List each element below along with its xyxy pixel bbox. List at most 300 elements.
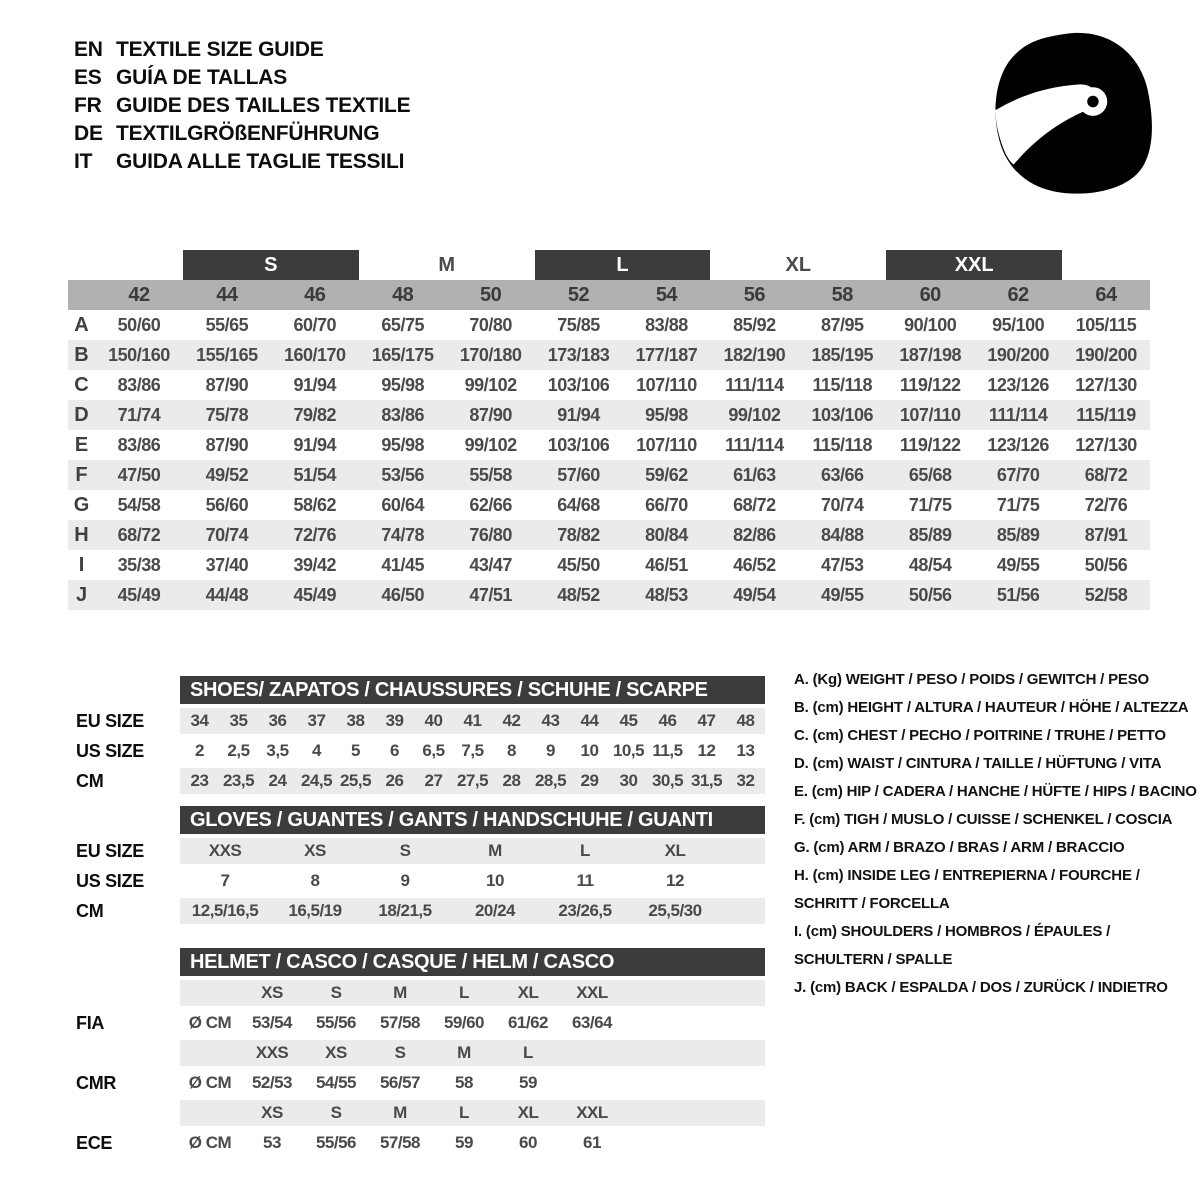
- measurement-cell: 71/75: [908, 494, 952, 515]
- measurement-cell: 105/115: [1075, 314, 1137, 335]
- measurement-cell: 99/102: [464, 434, 517, 455]
- row-label: EU SIZE: [76, 710, 144, 731]
- size-cell: S: [330, 1103, 342, 1122]
- size-cell: XL: [517, 1103, 539, 1122]
- measurement-cell: 127/130: [1075, 434, 1137, 455]
- size-number-cell: 42: [128, 283, 150, 306]
- measurement-cell: 155/165: [196, 344, 258, 365]
- language-row: [74, 120, 410, 148]
- measurement-cell: 45/49: [117, 584, 161, 605]
- measurement-cell: 123/126: [987, 434, 1049, 455]
- measurement-cell: 66/70: [645, 494, 688, 515]
- gloves-section-header: GLOVES / GUANTES / GANTS / HANDSCHUHE / GUANTI: [180, 806, 765, 834]
- helmet-rows: [68, 980, 788, 1156]
- measurement-cell: 85/92: [733, 314, 776, 335]
- measurement-cell: 115/118: [812, 434, 873, 455]
- measurement-cell: 95/98: [381, 434, 424, 455]
- row-letter: B: [74, 343, 89, 366]
- language-code: ES: [74, 66, 102, 89]
- value-cell: 47: [697, 711, 716, 730]
- measurement-cell: 52/58: [1084, 584, 1128, 605]
- measurement-cell: 39/42: [293, 554, 337, 575]
- size-number-cell: 44: [216, 283, 238, 306]
- value-cell: 24: [268, 771, 287, 790]
- language-label: TEXTILGRÖßENFÜHRUNG: [116, 122, 380, 145]
- size-number-cell: 56: [743, 283, 765, 306]
- legend-line: I. (cm) SHOULDERS / HOMBROS / ÉPAULES /: [794, 923, 1111, 940]
- value-cell: 48: [736, 711, 755, 730]
- size-number-cell: 58: [831, 283, 853, 306]
- legend-line: SCHRITT / FORCELLA: [794, 895, 950, 912]
- measurement-cell: 87/90: [205, 374, 249, 395]
- row-values: [180, 1010, 765, 1036]
- row-letter: C: [74, 373, 89, 396]
- measurement-cell: 87/90: [469, 404, 512, 425]
- size-number-cell: 46: [304, 283, 326, 306]
- value-cell: 39: [385, 711, 404, 730]
- measurement-cell: 71/75: [996, 494, 1040, 515]
- size-cell: L: [459, 1103, 469, 1122]
- value-cell: 28: [502, 771, 521, 790]
- measurement-cell: 45/49: [293, 584, 337, 605]
- measurement-cell: 44/48: [205, 584, 249, 605]
- size-cell: XXL: [576, 1103, 608, 1122]
- value-cell: 34: [190, 711, 209, 730]
- measurement-cell: 59/62: [645, 464, 688, 485]
- measurement-cell: 49/54: [733, 584, 776, 605]
- value-cell: 55/56: [315, 1133, 357, 1152]
- value-cell: 2: [195, 741, 204, 760]
- row-values: [180, 838, 765, 864]
- value-cell: 35: [229, 711, 248, 730]
- size-number-cell: 64: [1095, 283, 1117, 306]
- measurement-cell: 43/47: [469, 554, 512, 575]
- helmet-value-row: [68, 1010, 788, 1036]
- value-cell: 59: [519, 1073, 537, 1092]
- size-row: [68, 838, 788, 864]
- measurement-cell: 103/106: [811, 404, 874, 425]
- value-cell: 3,5: [266, 741, 289, 760]
- value-cell: 23/26,5: [558, 901, 612, 920]
- measurement-cell: 55/65: [205, 314, 249, 335]
- measurement-cell: 119/122: [899, 434, 961, 455]
- measurement-cell: 56/60: [205, 494, 249, 515]
- gloves-section: [68, 806, 788, 924]
- value-cell: 38: [346, 711, 365, 730]
- measurement-cell: 95/98: [645, 404, 688, 425]
- value-cell: 12: [666, 871, 684, 890]
- value-cell: 26: [385, 771, 404, 790]
- measurement-row: [68, 460, 1150, 490]
- measurement-cell: 57/60: [557, 464, 600, 485]
- measurement-cell: 48/53: [645, 584, 688, 605]
- value-cell: 36: [268, 711, 287, 730]
- measurement-cell: 68/72: [1084, 464, 1128, 485]
- measurement-cell: 170/180: [459, 344, 522, 365]
- value-cell: 23: [190, 771, 209, 790]
- value-cell: 18/21,5: [378, 901, 432, 920]
- measurement-cell: 47/50: [117, 464, 161, 485]
- legend: [794, 666, 1197, 1002]
- measurement-cell: 61/63: [733, 464, 776, 485]
- measurement-cell: 190/200: [987, 344, 1049, 365]
- value-cell: L: [580, 841, 590, 860]
- row-values: [180, 980, 765, 1006]
- legend-line: SCHULTERN / SPALLE: [794, 951, 953, 968]
- language-label: GUIDE DES TAILLES TEXTILE: [116, 94, 411, 117]
- legend-line: J. (cm) BACK / ESPALDA / DOS / ZURÜCK / INDIETRO: [794, 979, 1168, 996]
- value-cell: 28,5: [534, 771, 567, 790]
- value-cell: 9: [400, 871, 410, 890]
- value-cell: 10,5: [612, 741, 645, 760]
- language-code: FR: [74, 94, 102, 117]
- measurement-cell: 95/98: [381, 374, 424, 395]
- legend-line: D. (cm) WAIST / CINTURA / TAILLE / HÜFTUNG / VITA: [794, 755, 1162, 772]
- size-table-body: [68, 310, 1150, 610]
- measurement-cell: 71/74: [117, 404, 161, 425]
- size-cell: XS: [325, 1043, 347, 1062]
- measurement-cell: 111/114: [988, 404, 1048, 425]
- size-row: [68, 738, 788, 764]
- size-cell: XXS: [255, 1043, 289, 1062]
- size-number-cell: 54: [655, 283, 678, 306]
- row-label: US SIZE: [76, 870, 144, 891]
- value-cell: M: [488, 841, 502, 860]
- size-number-cell: 52: [567, 283, 590, 306]
- value-cell: 63/64: [571, 1013, 613, 1032]
- size-cell: S: [330, 983, 342, 1002]
- value-cell: 46: [658, 711, 677, 730]
- value-cell: 5: [351, 741, 360, 760]
- measurement-cell: 63/66: [821, 464, 864, 485]
- legend-line: B. (cm) HEIGHT / ALTURA / HAUTEUR / HÖHE / ALTEZZA: [794, 699, 1189, 716]
- measurement-cell: 103/106: [547, 434, 610, 455]
- measurement-cell: 68/72: [733, 494, 776, 515]
- value-cell: 7: [220, 871, 230, 890]
- helmet-size-row: [68, 1040, 788, 1066]
- language-label: GUIDA ALLE TAGLIE TESSILI: [116, 150, 405, 173]
- row-letter: D: [74, 403, 89, 426]
- measurement-cell: 37/40: [205, 554, 249, 575]
- measurement-cell: 165/175: [371, 344, 434, 365]
- size-cell: XS: [261, 1103, 283, 1122]
- size-row: [68, 768, 788, 794]
- measurement-cell: 60/64: [381, 494, 424, 515]
- measurement-cell: 54/58: [117, 494, 161, 515]
- value-cell: 54/55: [315, 1073, 357, 1092]
- measurement-cell: 47/53: [821, 554, 864, 575]
- legend-line: F. (cm) TIGH / MUSLO / CUISSE / SCHENKEL / COSCIA: [794, 811, 1173, 828]
- row-letter: J: [75, 583, 88, 606]
- measurement-cell: 82/86: [733, 524, 776, 545]
- row-values: [180, 708, 765, 734]
- measurement-cell: 49/55: [821, 584, 864, 605]
- measurement-cell: 190/200: [1075, 344, 1137, 365]
- shoes-section-header: SHOES/ ZAPATOS / CHAUSSURES / SCHUHE / SCARPE: [180, 676, 765, 704]
- measurement-cell: 55/58: [469, 464, 512, 485]
- size-group-box: XXL: [886, 250, 1062, 280]
- measurement-cell: 107/110: [899, 404, 961, 425]
- measurement-row: [68, 430, 1150, 460]
- measurement-cell: 182/190: [723, 344, 786, 365]
- measurement-cell: 119/122: [899, 374, 961, 395]
- value-cell: 31,5: [690, 771, 723, 790]
- size-number-row: [68, 280, 1150, 310]
- measurement-cell: 111/114: [725, 374, 784, 395]
- measurement-cell: 35/38: [117, 554, 161, 575]
- apparel-size-table: [68, 250, 1150, 610]
- row-label: EU SIZE: [76, 840, 144, 861]
- size-cell: M: [393, 983, 407, 1002]
- value-cell: 57/58: [379, 1013, 421, 1032]
- measurement-row: [68, 580, 1150, 610]
- language-row: [74, 92, 410, 120]
- measurement-cell: 67/70: [996, 464, 1040, 485]
- measurement-cell: 46/50: [381, 584, 424, 605]
- measurement-cell: 46/51: [645, 554, 688, 575]
- shoes-rows: [68, 708, 788, 794]
- value-cell: 41: [463, 711, 482, 730]
- value-cell: 57/58: [379, 1133, 421, 1152]
- row-values: [180, 768, 765, 794]
- row-label: [68, 1100, 180, 1126]
- size-group-box: S: [183, 250, 359, 280]
- language-code: EN: [74, 38, 103, 61]
- size-cell: M: [393, 1103, 407, 1122]
- value-cell: 32: [736, 771, 755, 790]
- measurement-cell: 87/91: [1084, 524, 1128, 545]
- helmet-section: [68, 948, 788, 1156]
- measurement-cell: 75/78: [205, 404, 249, 425]
- value-cell: 11,5: [652, 741, 683, 760]
- measurement-cell: 91/94: [293, 434, 337, 455]
- size-group-row: [68, 250, 1150, 280]
- value-cell: 7,5: [461, 741, 484, 760]
- value-cell: 2,5: [227, 741, 250, 760]
- row-values: [180, 868, 765, 894]
- size-cell: L: [459, 983, 469, 1002]
- measurement-cell: 70/80: [469, 314, 512, 335]
- row-letter: G: [73, 493, 90, 516]
- unit-cell: Ø CM: [188, 1013, 232, 1032]
- language-code: IT: [74, 150, 93, 173]
- value-cell: XXS: [208, 841, 242, 860]
- measurement-cell: 46/52: [733, 554, 776, 575]
- measurement-cell: 78/82: [557, 524, 600, 545]
- size-cell: L: [523, 1043, 533, 1062]
- row-label: [68, 1040, 180, 1066]
- legend-line: C. (cm) CHEST / PECHO / POITRINE / TRUHE / PETTO: [794, 727, 1166, 744]
- value-cell: 25,5/30: [648, 901, 702, 920]
- measurement-cell: 123/126: [987, 374, 1049, 395]
- value-cell: 61: [583, 1133, 601, 1152]
- row-letter: E: [74, 433, 89, 456]
- row-letter: F: [75, 463, 88, 486]
- value-cell: XL: [664, 841, 686, 860]
- measurement-cell: 83/88: [645, 314, 688, 335]
- measurement-row: [68, 340, 1150, 370]
- row-label: ECE: [76, 1132, 113, 1153]
- row-values: [180, 1130, 765, 1156]
- value-cell: 6,5: [422, 741, 445, 760]
- measurement-row: [68, 490, 1150, 520]
- size-number-cell: 60: [919, 283, 941, 306]
- value-cell: 8: [507, 741, 516, 760]
- size-group-label: M: [438, 253, 455, 276]
- measurement-cell: 58/62: [293, 494, 337, 515]
- value-cell: 37: [307, 711, 326, 730]
- measurement-cell: 111/114: [725, 434, 784, 455]
- value-cell: 27,5: [456, 771, 489, 790]
- value-cell: 53: [263, 1133, 281, 1152]
- size-cell: S: [394, 1043, 406, 1062]
- measurement-cell: 150/160: [108, 344, 170, 365]
- measurement-cell: 75/85: [557, 314, 600, 335]
- measurement-cell: 79/82: [293, 404, 337, 425]
- value-cell: 9: [546, 741, 555, 760]
- value-cell: 8: [310, 871, 320, 890]
- value-cell: 4: [312, 741, 321, 760]
- measurement-cell: 49/52: [205, 464, 249, 485]
- value-cell: 6: [390, 741, 399, 760]
- language-row: [74, 36, 410, 64]
- value-cell: 10: [486, 871, 504, 890]
- helmet-section-header: HELMET / CASCO / CASQUE / HELM / CASCO: [180, 948, 765, 976]
- row-label: CMR: [76, 1072, 117, 1093]
- measurement-cell: 72/76: [293, 524, 337, 545]
- language-label: TEXTILE SIZE GUIDE: [116, 38, 324, 61]
- measurement-cell: 187/198: [899, 344, 961, 365]
- measurement-cell: 51/56: [996, 584, 1040, 605]
- language-code: DE: [74, 122, 103, 145]
- row-values: [180, 1070, 765, 1096]
- measurement-cell: 87/95: [821, 314, 864, 335]
- measurement-cell: 48/54: [908, 554, 952, 575]
- measurement-cell: 87/90: [205, 434, 249, 455]
- size-row: [68, 868, 788, 894]
- value-cell: 13: [736, 741, 755, 760]
- value-cell: 30: [619, 771, 638, 790]
- shoes-section: [68, 676, 788, 794]
- measurement-cell: 90/100: [904, 314, 957, 335]
- language-label: GUÍA DE TALLAS: [116, 66, 288, 89]
- unit-cell: Ø CM: [188, 1073, 232, 1092]
- value-cell: 59: [455, 1133, 473, 1152]
- row-values: [180, 1040, 765, 1066]
- value-cell: 12,5/16,5: [191, 901, 259, 920]
- value-cell: 56/57: [379, 1073, 421, 1092]
- size-number-cell: 48: [392, 283, 414, 306]
- row-letter: H: [74, 523, 89, 546]
- measurement-cell: 103/106: [547, 374, 610, 395]
- value-cell: XS: [304, 841, 326, 860]
- value-cell: 10: [580, 741, 599, 760]
- measurement-cell: 50/60: [117, 314, 161, 335]
- measurement-cell: 49/55: [996, 554, 1040, 575]
- language-row: [74, 148, 410, 176]
- value-cell: 29: [580, 771, 599, 790]
- measurement-cell: 173/183: [547, 344, 610, 365]
- value-cell: 42: [502, 711, 521, 730]
- measurement-row: [68, 550, 1150, 580]
- size-group-label: XL: [785, 253, 812, 276]
- measurement-cell: 64/68: [557, 494, 600, 515]
- gloves-rows: [68, 838, 788, 924]
- value-cell: 43: [541, 711, 560, 730]
- measurement-row: [68, 310, 1150, 340]
- size-group-box: L: [535, 250, 711, 280]
- value-cell: 12: [697, 741, 716, 760]
- measurement-row: [68, 370, 1150, 400]
- measurement-cell: 70/74: [821, 494, 864, 515]
- value-cell: 40: [424, 711, 443, 730]
- value-cell: 25,5: [339, 771, 372, 790]
- value-cell: 52/53: [251, 1073, 293, 1092]
- size-cell: XS: [261, 983, 283, 1002]
- measurement-row: [68, 520, 1150, 550]
- measurement-cell: 127/130: [1075, 374, 1137, 395]
- value-cell: 60: [519, 1133, 537, 1152]
- measurement-cell: 41/45: [381, 554, 424, 575]
- value-cell: 27: [424, 771, 443, 790]
- value-cell: 11: [576, 871, 594, 890]
- row-values: [180, 898, 765, 924]
- row-label: [68, 980, 180, 1006]
- measurement-cell: 115/118: [812, 374, 873, 395]
- measurement-cell: 65/68: [908, 464, 952, 485]
- racing-helmet-icon: [984, 28, 1156, 203]
- language-row: [74, 64, 410, 92]
- legend-line: G. (cm) ARM / BRAZO / BRAS / ARM / BRACCIO: [794, 839, 1125, 856]
- measurement-cell: 160/170: [283, 344, 346, 365]
- measurement-cell: 76/80: [469, 524, 512, 545]
- measurement-cell: 50/56: [908, 584, 952, 605]
- measurement-cell: 107/110: [636, 374, 697, 395]
- helmet-size-row: [68, 980, 788, 1006]
- value-cell: 30,5: [651, 771, 684, 790]
- measurement-cell: 99/102: [728, 404, 781, 425]
- measurement-cell: 74/78: [381, 524, 424, 545]
- size-cell: M: [457, 1043, 471, 1062]
- row-label: CM: [76, 770, 104, 791]
- value-cell: S: [399, 841, 411, 860]
- value-cell: 61/62: [507, 1013, 549, 1032]
- helmet-value-row: [68, 1130, 788, 1156]
- size-cell: XXL: [576, 983, 608, 1002]
- measurement-cell: 51/54: [293, 464, 337, 485]
- row-letter: A: [74, 313, 89, 336]
- size-row: [68, 898, 788, 924]
- measurement-cell: 62/66: [469, 494, 512, 515]
- measurement-cell: 47/51: [469, 584, 512, 605]
- measurement-cell: 68/72: [117, 524, 161, 545]
- value-cell: 24,5: [300, 771, 333, 790]
- measurement-cell: 185/195: [811, 344, 874, 365]
- measurement-cell: 85/89: [908, 524, 952, 545]
- row-label: CM: [76, 900, 104, 921]
- measurement-cell: 115/119: [1076, 404, 1136, 425]
- size-number-cell: 50: [479, 283, 502, 306]
- measurement-cell: 177/187: [635, 344, 698, 365]
- value-cell: 58: [455, 1073, 473, 1092]
- value-cell: 59/60: [443, 1013, 485, 1032]
- measurement-cell: 99/102: [464, 374, 517, 395]
- legend-line: E. (cm) HIP / CADERA / HANCHE / HÜFTE / HIPS / BACINO: [794, 783, 1197, 800]
- measurement-cell: 70/74: [205, 524, 249, 545]
- helmet-value-row: [68, 1070, 788, 1096]
- row-values: [180, 1100, 765, 1126]
- measurement-cell: 65/75: [381, 314, 424, 335]
